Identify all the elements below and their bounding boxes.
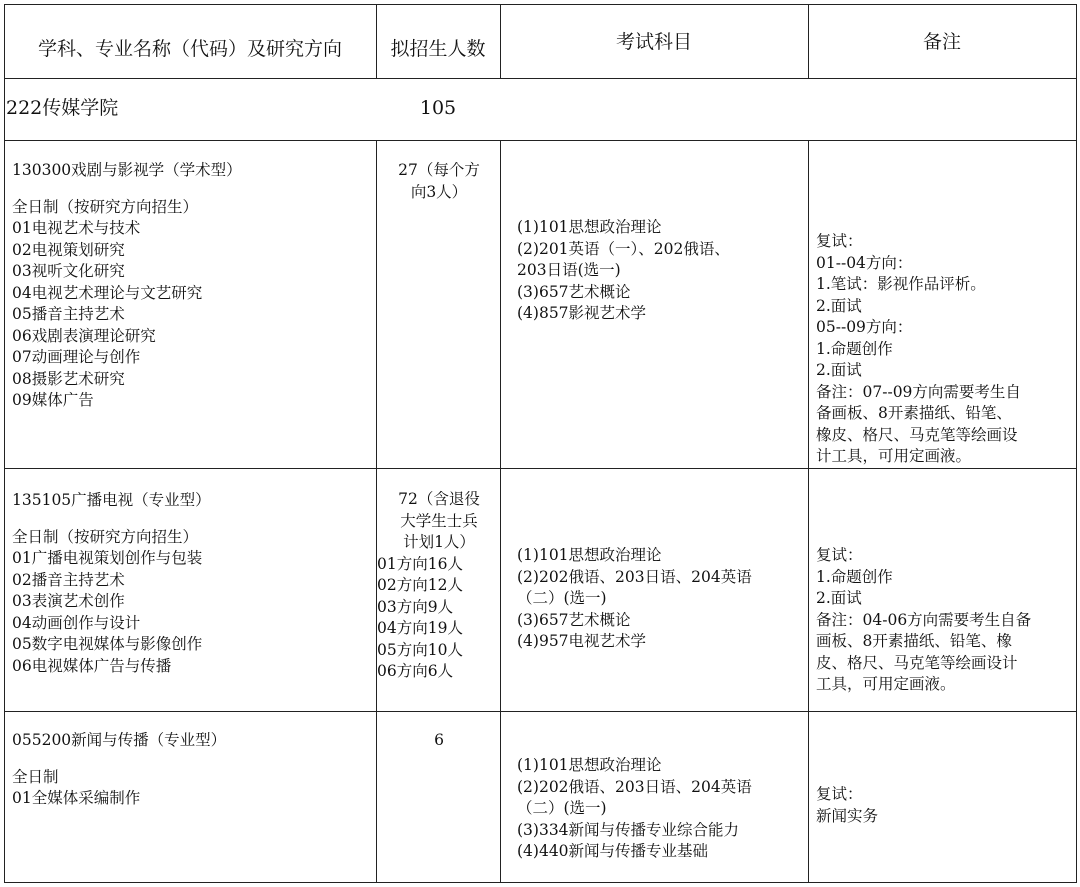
direction-item: 01电视艺术与技术 bbox=[12, 219, 141, 237]
count-line: 大学生士兵 bbox=[400, 511, 478, 530]
col-divider-3 bbox=[808, 140, 809, 883]
table-border-left bbox=[4, 4, 5, 883]
program-title: 055200新闻与传播（专业型） bbox=[12, 731, 227, 749]
direction-item: 03视听文化研究 bbox=[12, 262, 125, 280]
row1-divider bbox=[4, 468, 1077, 469]
college-row-divider bbox=[4, 140, 1077, 141]
exam-subject: (4)857影视艺术学 bbox=[517, 304, 647, 322]
row2-remarks bbox=[816, 545, 1031, 696]
direction-item: 05数字电视媒体与影像创作 bbox=[12, 635, 203, 653]
header-exam: 考试科目 bbox=[615, 31, 692, 53]
col-divider-2 bbox=[500, 140, 501, 883]
header-program: 学科、专业名称（代码）及研究方向 bbox=[37, 38, 342, 60]
row3-divider bbox=[4, 882, 1077, 883]
remark-line: 1.命题创作 bbox=[816, 339, 893, 358]
row3-program bbox=[12, 730, 226, 810]
remark-line: 2.面试 bbox=[816, 589, 862, 607]
direction-item: 01广播电视策划创作与包装 bbox=[12, 549, 203, 567]
count-detail: 02方向12人 bbox=[377, 576, 463, 594]
study-mode: 全日制（按研究方向招生） bbox=[12, 197, 199, 216]
table-border-top bbox=[4, 4, 1077, 5]
remark-line: 皮、格尺、马克笔等绘画设计 bbox=[816, 653, 1018, 672]
row3-remarks bbox=[816, 784, 878, 827]
remark-line: 复试： bbox=[816, 785, 863, 803]
exam-subject: (4)440新闻与传播专业基础 bbox=[517, 842, 709, 860]
count-detail: 05方向10人 bbox=[377, 640, 463, 659]
direction-item: 03表演艺术创作 bbox=[12, 592, 125, 610]
remark-line: 画板、8开素描纸、铅笔、橡 bbox=[816, 632, 1012, 650]
exam-subject: (4)957电视艺术学 bbox=[517, 632, 647, 650]
program-title: 135105广播电视（专业型） bbox=[12, 491, 211, 509]
row3-count bbox=[378, 730, 500, 752]
remark-line: 橡皮、格尺、马克笔等绘画设 bbox=[816, 425, 1018, 444]
exam-subject: 203日语(选一) bbox=[517, 261, 621, 279]
direction-item: 08摄影艺术研究 bbox=[12, 369, 125, 388]
row3-exam bbox=[517, 755, 752, 863]
exam-subject: (3)334新闻与传播专业综合能力 bbox=[517, 820, 740, 839]
row1-program bbox=[12, 160, 242, 412]
remark-line: 复试： bbox=[816, 232, 863, 250]
direction-item: 04电视艺术理论与文艺研究 bbox=[12, 283, 203, 302]
program-title: 130300戏剧与影视学（学术型） bbox=[12, 161, 242, 179]
row1-exam bbox=[517, 217, 730, 325]
remark-line: 01--04方向： bbox=[816, 253, 913, 272]
count-line: 向3人） bbox=[410, 182, 468, 201]
exam-subject: (2)202俄语、203日语、204英语 bbox=[517, 777, 752, 796]
remark-line: 1.命题创作 bbox=[816, 567, 893, 586]
direction-item: 06戏剧表演理论研究 bbox=[12, 326, 156, 345]
header-divider bbox=[4, 78, 1077, 79]
exam-subject: （二）(选一) bbox=[517, 589, 607, 607]
remark-line: 2.面试 bbox=[816, 296, 862, 315]
count-detail: 01方向16人 bbox=[377, 554, 463, 573]
study-mode: 全日制（按研究方向招生） bbox=[12, 527, 199, 546]
remark-line: 1.笔试：影视作品评析。 bbox=[816, 275, 986, 293]
direction-item: 02播音主持艺术 bbox=[12, 570, 125, 589]
remark-line: 工具，可用定画液。 bbox=[816, 675, 956, 693]
direction-item: 02电视策划研究 bbox=[12, 240, 125, 259]
remark-line: 计工具，可用定画液。 bbox=[816, 447, 972, 465]
count-line: 27（每个方 bbox=[398, 161, 480, 179]
row1-count bbox=[378, 160, 500, 203]
direction-item: 09媒体广告 bbox=[12, 391, 94, 409]
row2-program bbox=[12, 490, 211, 677]
remark-line: 备注：04-06方向需要考生自备 bbox=[816, 610, 1032, 629]
col-divider-1 bbox=[376, 140, 377, 883]
row2-divider bbox=[4, 711, 1077, 712]
count-line: 6 bbox=[434, 731, 444, 749]
exam-subject: (3)657艺术概论 bbox=[517, 282, 631, 301]
exam-subject: (2)201英语（一）、202俄语、 bbox=[517, 239, 730, 258]
direction-item: 07动画理论与创作 bbox=[12, 348, 141, 366]
study-mode: 全日制 bbox=[12, 767, 59, 786]
count-detail: 06方向6人 bbox=[377, 662, 454, 680]
remark-line: 复试： bbox=[816, 546, 863, 564]
table-border-right bbox=[1076, 4, 1077, 883]
count-detail: 03方向9人 bbox=[377, 597, 454, 616]
count-detail: 04方向19人 bbox=[377, 619, 463, 637]
exam-subject: (1)101思想政治理论 bbox=[517, 756, 662, 774]
header-count: 拟招生人数 bbox=[390, 38, 486, 60]
row2-exam bbox=[517, 545, 752, 653]
row2-count bbox=[378, 489, 500, 683]
remark-line: 备画板、8开素描纸、铅笔、 bbox=[816, 404, 1012, 422]
exam-subject: (3)657艺术概论 bbox=[517, 610, 631, 629]
remark-line: 2.面试 bbox=[816, 361, 862, 379]
header-remarks: 备注 bbox=[922, 31, 961, 53]
count-line: 计划1人） bbox=[403, 533, 475, 551]
direction-item: 06电视媒体广告与传播 bbox=[12, 656, 172, 675]
remark-line: 05--09方向： bbox=[816, 318, 913, 336]
college-count: 105 bbox=[419, 97, 457, 119]
row1-remarks bbox=[816, 231, 1021, 468]
exam-subject: (1)101思想政治理论 bbox=[517, 546, 662, 564]
count-line: 72（含退役 bbox=[398, 490, 480, 508]
remark-line: 新闻实务 bbox=[816, 806, 879, 825]
direction-item: 05播音主持艺术 bbox=[12, 305, 125, 323]
college-name: 222传媒学院 bbox=[6, 97, 119, 119]
remark-line: 备注：07--09方向需要考生自 bbox=[816, 382, 1021, 401]
exam-subject: (2)202俄语、203日语、204英语 bbox=[517, 567, 752, 586]
exam-subject: （二）(选一) bbox=[517, 799, 607, 817]
exam-subject: (1)101思想政治理论 bbox=[517, 218, 662, 236]
direction-item: 01全媒体采编制作 bbox=[12, 789, 141, 807]
direction-item: 04动画创作与设计 bbox=[12, 613, 141, 632]
